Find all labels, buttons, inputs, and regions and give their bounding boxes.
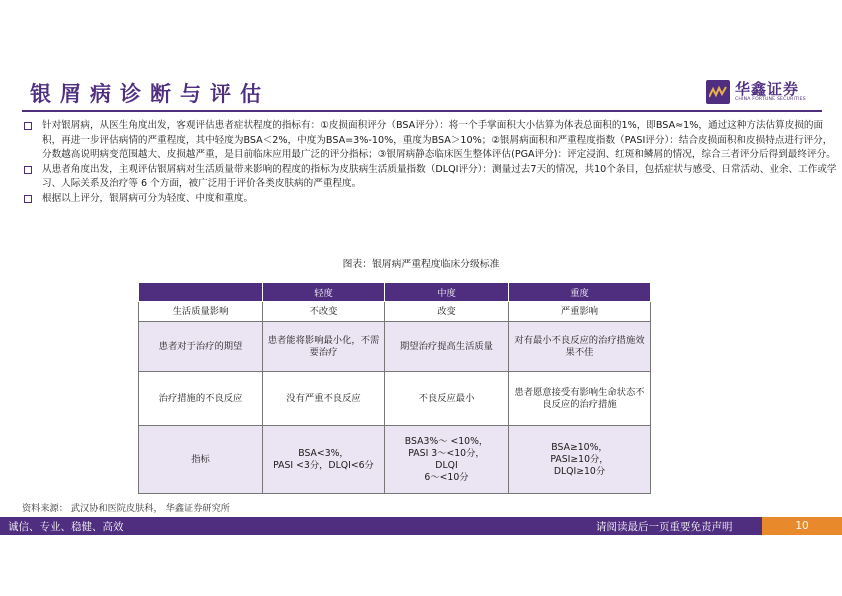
bullet-text: 根据以上评分，银屑病可分为轻度、中度和重度。 — [42, 192, 254, 204]
table-cell — [509, 426, 651, 494]
row-label: 治疗措施的不良反应 — [139, 372, 263, 426]
cell-line: PASI≥10分， — [550, 453, 609, 465]
table-cell — [385, 426, 509, 494]
page-number: 10 — [762, 517, 842, 535]
column-header: 重度 — [509, 283, 651, 302]
table-row — [139, 322, 651, 372]
row-label: 指标 — [139, 426, 263, 494]
cell-line: DLQI — [435, 459, 458, 471]
cell-line: PASI 3～<10分， — [408, 447, 485, 459]
table-row — [139, 372, 651, 426]
square-bullet-icon — [24, 166, 32, 174]
bullet-text: 针对银屑病，从医生角度出发，客观评估患者症状程度的指标有：①皮损面积评分（BSA评分）：将一个手掌面积大小估算为体表总面积的1%，即BSA≈1%，通过这种方法估算皮损的面积，再进一步评估病情的严重程度，其中轻度为BSA＜2%，中度为BSA=3%-10%，重度为BSA＞10%；②银屑病面积和严重程度指数（PASI评分）：结合皮损面积和皮损特点进行评分，分数越高说明病变范围越大、皮损越严重，是目前临床应用最广泛的评分指标；③银屑病静态临床医生整体评估(PGA评分)：评定浸润、红斑和鳞屑的情况，综合三者评分后得到最终评分。 — [42, 120, 836, 161]
column-header: 轻度 — [263, 283, 385, 302]
bullet-text: 从患者角度出发，主观评估银屑病对生活质量带来影响的程度的指标为皮肤病生活质量指数（DLQI评分）：测量过去7天的情况，共10个条目，包括症状与感受、日常活动、业余、工作或学习、人际关系及治疗等 6 个方面，被广泛用于评价各类皮肤病的严重程度。 — [42, 163, 837, 190]
cell-line: BSA3%～ <10%， — [404, 435, 489, 447]
bullet-item — [22, 192, 837, 207]
table-cell: 患者愿意接受有影响生命状态不良反应的治疗措施 — [509, 372, 651, 426]
cell-line: PASI <3分，DLQI<6分 — [273, 459, 374, 471]
logo-name-en: CHINA FORTUNE SECURITIES — [735, 97, 806, 102]
table-cell — [263, 426, 385, 494]
table-cell: 不良反应最小 — [385, 372, 509, 426]
logo-name-cn: 华鑫证券 — [735, 80, 800, 98]
table-caption: 图表：银屑病严重程度临床分级标准 — [342, 259, 500, 270]
cell-line: 6～<10分 — [424, 471, 469, 483]
bullet-list — [22, 119, 837, 207]
severity-table — [138, 282, 651, 494]
column-header — [139, 283, 263, 302]
table-cell: 严重影响 — [509, 302, 651, 322]
footer-disclaimer-link[interactable]: 请阅读最后一页重要免责声明 — [596, 521, 733, 533]
column-header: 中度 — [385, 283, 509, 302]
bullet-item — [22, 163, 837, 192]
table-cell: 改变 — [385, 302, 509, 322]
cell-line: BSA<3%， — [298, 447, 349, 459]
logo-mark-icon — [706, 80, 730, 104]
source-note: 资料来源： 武汉协和医院皮肤科， 华鑫证券研究所 — [22, 503, 230, 514]
cell-line: DLQI≥10分 — [553, 465, 606, 477]
square-bullet-icon — [24, 195, 32, 203]
footer-bar — [0, 517, 842, 535]
table-cell: 对有最小不良反应的治疗措施效果不佳 — [509, 322, 651, 372]
table-row — [139, 426, 651, 494]
company-logo — [706, 80, 818, 106]
table-cell: 不改变 — [263, 302, 385, 322]
table-row — [139, 302, 651, 322]
cell-line: BSA≥10%， — [551, 441, 608, 453]
table-cell: 没有严重不良反应 — [263, 372, 385, 426]
page-title: 银屑病诊断与评估 — [30, 82, 270, 106]
table-cell: 期望治疗提高生活质量 — [385, 322, 509, 372]
footer-slogan: 诚信、专业、稳健、高效 — [8, 521, 124, 533]
square-bullet-icon — [24, 122, 32, 130]
bullet-item — [22, 119, 837, 163]
table-cell: 患者能将影响最小化，不需要治疗 — [263, 322, 385, 372]
title-divider — [22, 110, 822, 112]
table-header-row — [139, 283, 651, 302]
row-label: 生活质量影响 — [139, 302, 263, 322]
row-label: 患者对于治疗的期望 — [139, 322, 263, 372]
